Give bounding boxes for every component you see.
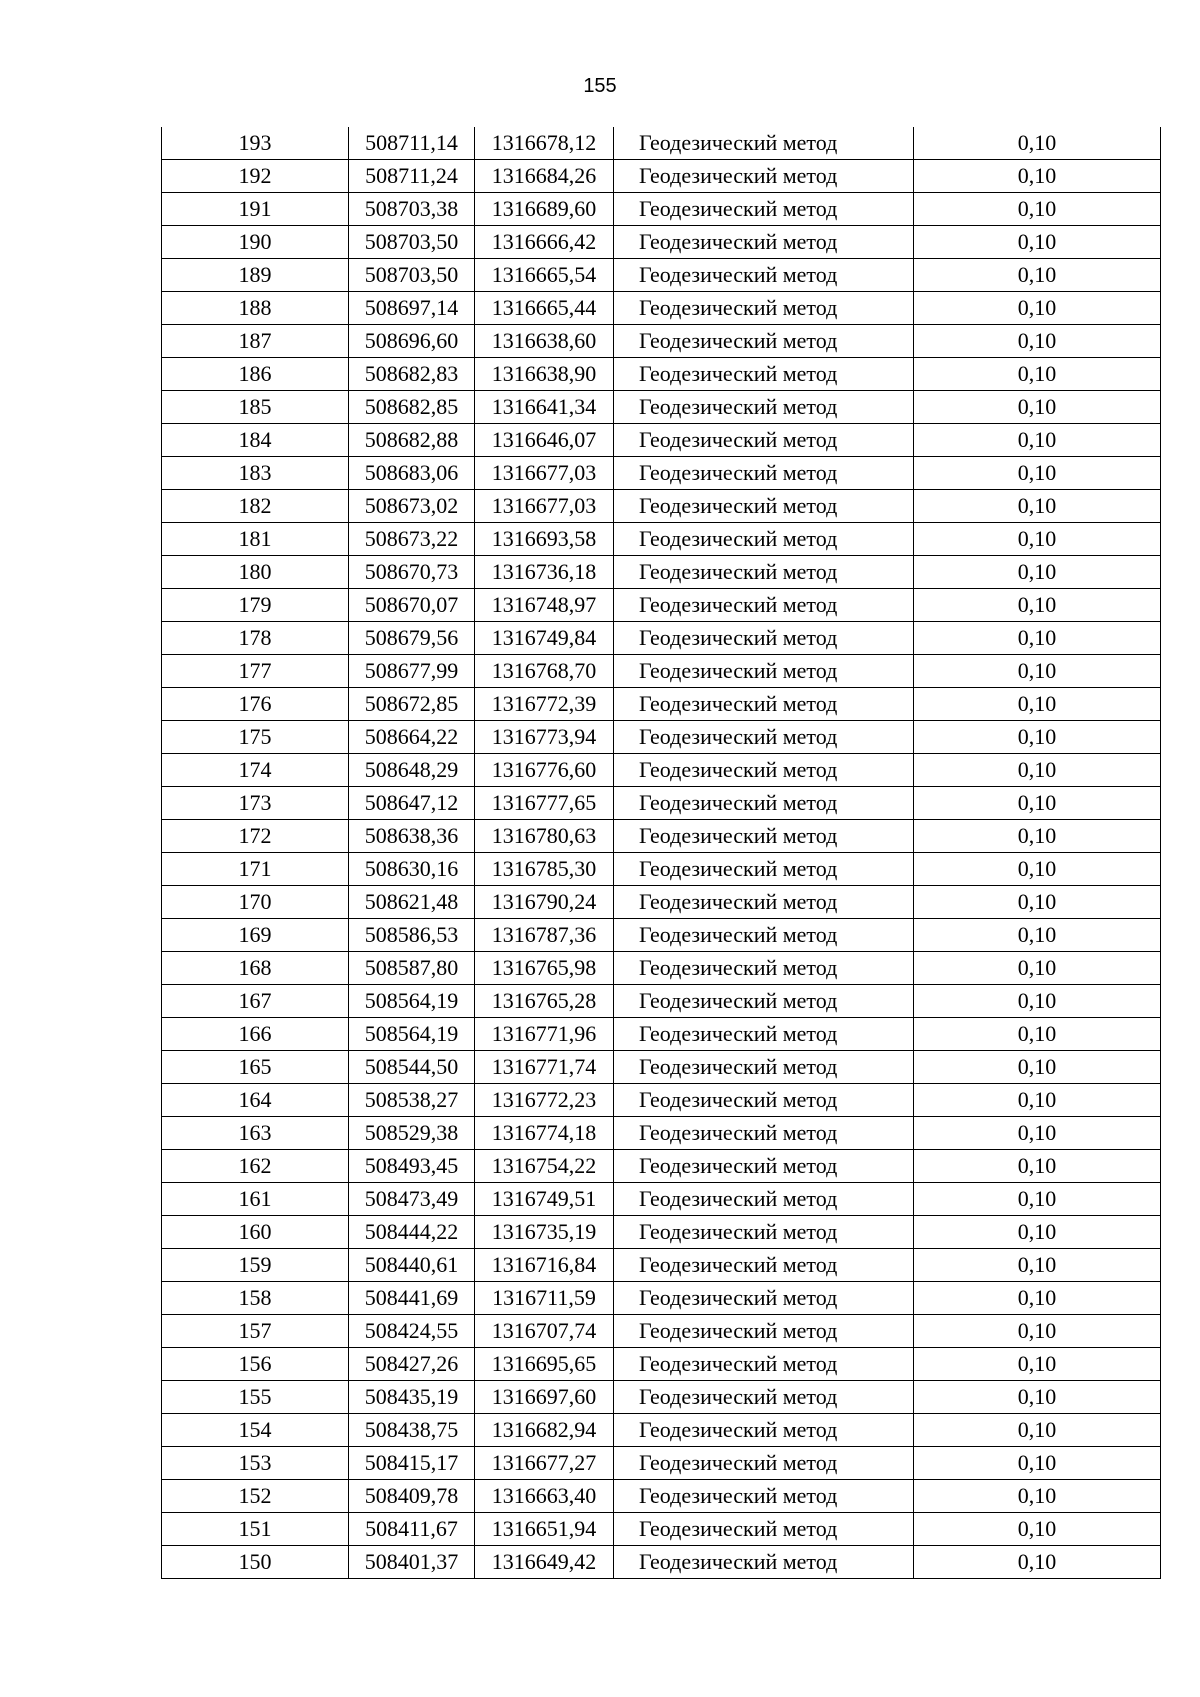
- accuracy-cell: 0,10: [914, 1414, 1161, 1447]
- y-coordinate-cell: 1316707,74: [475, 1315, 614, 1348]
- x-coordinate-cell: 508711,24: [349, 160, 475, 193]
- accuracy-cell: 0,10: [914, 886, 1161, 919]
- x-coordinate-cell: 508697,14: [349, 292, 475, 325]
- accuracy-cell: 0,10: [914, 820, 1161, 853]
- x-coordinate-cell: 508401,37: [349, 1546, 475, 1579]
- accuracy-cell: 0,10: [914, 1480, 1161, 1513]
- y-coordinate-cell: 1316646,07: [475, 424, 614, 457]
- table-row: [162, 424, 1161, 457]
- point-number-cell: 161: [162, 1183, 349, 1216]
- point-number-cell: 188: [162, 292, 349, 325]
- y-coordinate-cell: 1316765,28: [475, 985, 614, 1018]
- y-coordinate-cell: 1316790,24: [475, 886, 614, 919]
- method-cell: Геодезический метод: [614, 655, 914, 688]
- table-row: [162, 391, 1161, 424]
- table-row: [162, 193, 1161, 226]
- table-row: [162, 721, 1161, 754]
- method-cell: Геодезический метод: [614, 127, 914, 160]
- accuracy-cell: 0,10: [914, 391, 1161, 424]
- accuracy-cell: 0,10: [914, 985, 1161, 1018]
- accuracy-cell: 0,10: [914, 787, 1161, 820]
- method-cell: Геодезический метод: [614, 1513, 914, 1546]
- point-number-cell: 182: [162, 490, 349, 523]
- y-coordinate-cell: 1316736,18: [475, 556, 614, 589]
- table-row: [162, 490, 1161, 523]
- accuracy-cell: 0,10: [914, 754, 1161, 787]
- y-coordinate-cell: 1316641,34: [475, 391, 614, 424]
- table-row: [162, 160, 1161, 193]
- method-cell: Геодезический метод: [614, 556, 914, 589]
- method-cell: Геодезический метод: [614, 292, 914, 325]
- method-cell: Геодезический метод: [614, 952, 914, 985]
- table-row: [162, 1150, 1161, 1183]
- accuracy-cell: 0,10: [914, 292, 1161, 325]
- method-cell: Геодезический метод: [614, 1480, 914, 1513]
- table-row: [162, 1480, 1161, 1513]
- x-coordinate-cell: 508677,99: [349, 655, 475, 688]
- y-coordinate-cell: 1316663,40: [475, 1480, 614, 1513]
- y-coordinate-cell: 1316651,94: [475, 1513, 614, 1546]
- x-coordinate-cell: 508409,78: [349, 1480, 475, 1513]
- point-number-cell: 150: [162, 1546, 349, 1579]
- point-number-cell: 185: [162, 391, 349, 424]
- accuracy-cell: 0,10: [914, 523, 1161, 556]
- point-number-cell: 175: [162, 721, 349, 754]
- table-row: [162, 1018, 1161, 1051]
- method-cell: Геодезический метод: [614, 1381, 914, 1414]
- method-cell: Геодезический метод: [614, 688, 914, 721]
- point-number-cell: 154: [162, 1414, 349, 1447]
- x-coordinate-cell: 508648,29: [349, 754, 475, 787]
- table-row: [162, 226, 1161, 259]
- point-number-cell: 189: [162, 259, 349, 292]
- accuracy-cell: 0,10: [914, 193, 1161, 226]
- method-cell: Геодезический метод: [614, 226, 914, 259]
- table-row: [162, 985, 1161, 1018]
- x-coordinate-cell: 508647,12: [349, 787, 475, 820]
- method-cell: Геодезический метод: [614, 391, 914, 424]
- method-cell: Геодезический метод: [614, 1051, 914, 1084]
- x-coordinate-cell: 508411,67: [349, 1513, 475, 1546]
- table-row: [162, 622, 1161, 655]
- point-number-cell: 191: [162, 193, 349, 226]
- table-row: [162, 952, 1161, 985]
- point-number-cell: 180: [162, 556, 349, 589]
- table-row: [162, 787, 1161, 820]
- method-cell: Геодезический метод: [614, 985, 914, 1018]
- method-cell: Геодезический метод: [614, 1282, 914, 1315]
- x-coordinate-cell: 508682,83: [349, 358, 475, 391]
- method-cell: Геодезический метод: [614, 754, 914, 787]
- method-cell: Геодезический метод: [614, 919, 914, 952]
- accuracy-cell: 0,10: [914, 1084, 1161, 1117]
- accuracy-cell: 0,10: [914, 589, 1161, 622]
- y-coordinate-cell: 1316711,59: [475, 1282, 614, 1315]
- x-coordinate-cell: 508435,19: [349, 1381, 475, 1414]
- point-number-cell: 178: [162, 622, 349, 655]
- point-number-cell: 158: [162, 1282, 349, 1315]
- accuracy-cell: 0,10: [914, 1249, 1161, 1282]
- x-coordinate-cell: 508438,75: [349, 1414, 475, 1447]
- y-coordinate-cell: 1316748,97: [475, 589, 614, 622]
- x-coordinate-cell: 508673,22: [349, 523, 475, 556]
- method-cell: Геодезический метод: [614, 160, 914, 193]
- x-coordinate-cell: 508564,19: [349, 1018, 475, 1051]
- point-number-cell: 168: [162, 952, 349, 985]
- accuracy-cell: 0,10: [914, 457, 1161, 490]
- x-coordinate-cell: 508630,16: [349, 853, 475, 886]
- method-cell: Геодезический метод: [614, 490, 914, 523]
- y-coordinate-cell: 1316695,65: [475, 1348, 614, 1381]
- method-cell: Геодезический метод: [614, 1183, 914, 1216]
- method-cell: Геодезический метод: [614, 589, 914, 622]
- y-coordinate-cell: 1316771,96: [475, 1018, 614, 1051]
- table-row: [162, 1348, 1161, 1381]
- accuracy-cell: 0,10: [914, 424, 1161, 457]
- accuracy-cell: 0,10: [914, 1348, 1161, 1381]
- accuracy-cell: 0,10: [914, 127, 1161, 160]
- method-cell: Геодезический метод: [614, 523, 914, 556]
- y-coordinate-cell: 1316677,03: [475, 457, 614, 490]
- accuracy-cell: 0,10: [914, 853, 1161, 886]
- y-coordinate-cell: 1316774,18: [475, 1117, 614, 1150]
- table-row: [162, 457, 1161, 490]
- x-coordinate-cell: 508711,14: [349, 127, 475, 160]
- x-coordinate-cell: 508621,48: [349, 886, 475, 919]
- point-number-cell: 181: [162, 523, 349, 556]
- x-coordinate-cell: 508441,69: [349, 1282, 475, 1315]
- x-coordinate-cell: 508703,38: [349, 193, 475, 226]
- x-coordinate-cell: 508493,45: [349, 1150, 475, 1183]
- y-coordinate-cell: 1316693,58: [475, 523, 614, 556]
- x-coordinate-cell: 508424,55: [349, 1315, 475, 1348]
- table-row: [162, 589, 1161, 622]
- point-number-cell: 173: [162, 787, 349, 820]
- y-coordinate-cell: 1316677,03: [475, 490, 614, 523]
- table-row: [162, 1414, 1161, 1447]
- y-coordinate-cell: 1316768,70: [475, 655, 614, 688]
- table-row: [162, 688, 1161, 721]
- point-number-cell: 190: [162, 226, 349, 259]
- y-coordinate-cell: 1316772,39: [475, 688, 614, 721]
- y-coordinate-cell: 1316678,12: [475, 127, 614, 160]
- y-coordinate-cell: 1316682,94: [475, 1414, 614, 1447]
- method-cell: Геодезический метод: [614, 622, 914, 655]
- table-row: [162, 1183, 1161, 1216]
- table-row: [162, 754, 1161, 787]
- accuracy-cell: 0,10: [914, 160, 1161, 193]
- accuracy-cell: 0,10: [914, 1315, 1161, 1348]
- point-number-cell: 162: [162, 1150, 349, 1183]
- x-coordinate-cell: 508703,50: [349, 226, 475, 259]
- x-coordinate-cell: 508683,06: [349, 457, 475, 490]
- point-number-cell: 166: [162, 1018, 349, 1051]
- method-cell: Геодезический метод: [614, 1315, 914, 1348]
- x-coordinate-cell: 508564,19: [349, 985, 475, 1018]
- y-coordinate-cell: 1316716,84: [475, 1249, 614, 1282]
- table-row: [162, 259, 1161, 292]
- method-cell: Геодезический метод: [614, 259, 914, 292]
- y-coordinate-cell: 1316780,63: [475, 820, 614, 853]
- table-row: [162, 556, 1161, 589]
- table-row: [162, 1381, 1161, 1414]
- point-number-cell: 193: [162, 127, 349, 160]
- point-number-cell: 184: [162, 424, 349, 457]
- accuracy-cell: 0,10: [914, 1546, 1161, 1579]
- point-number-cell: 155: [162, 1381, 349, 1414]
- x-coordinate-cell: 508673,02: [349, 490, 475, 523]
- point-number-cell: 156: [162, 1348, 349, 1381]
- method-cell: Геодезический метод: [614, 1084, 914, 1117]
- x-coordinate-cell: 508682,88: [349, 424, 475, 457]
- method-cell: Геодезический метод: [614, 787, 914, 820]
- point-number-cell: 192: [162, 160, 349, 193]
- accuracy-cell: 0,10: [914, 721, 1161, 754]
- method-cell: Геодезический метод: [614, 358, 914, 391]
- method-cell: Геодезический метод: [614, 721, 914, 754]
- x-coordinate-cell: 508415,17: [349, 1447, 475, 1480]
- table-row: [162, 886, 1161, 919]
- method-cell: Геодезический метод: [614, 325, 914, 358]
- y-coordinate-cell: 1316666,42: [475, 226, 614, 259]
- accuracy-cell: 0,10: [914, 1183, 1161, 1216]
- y-coordinate-cell: 1316749,84: [475, 622, 614, 655]
- accuracy-cell: 0,10: [914, 259, 1161, 292]
- accuracy-cell: 0,10: [914, 1051, 1161, 1084]
- table-row: [162, 820, 1161, 853]
- table-row: [162, 1447, 1161, 1480]
- x-coordinate-cell: 508529,38: [349, 1117, 475, 1150]
- point-number-cell: 187: [162, 325, 349, 358]
- y-coordinate-cell: 1316665,54: [475, 259, 614, 292]
- method-cell: Геодезический метод: [614, 193, 914, 226]
- point-number-cell: 167: [162, 985, 349, 1018]
- accuracy-cell: 0,10: [914, 1150, 1161, 1183]
- accuracy-cell: 0,10: [914, 325, 1161, 358]
- x-coordinate-cell: 508586,53: [349, 919, 475, 952]
- method-cell: Геодезический метод: [614, 1447, 914, 1480]
- y-coordinate-cell: 1316749,51: [475, 1183, 614, 1216]
- table-row: [162, 325, 1161, 358]
- y-coordinate-cell: 1316684,26: [475, 160, 614, 193]
- coordinates-table: [161, 127, 1161, 1579]
- method-cell: Геодезический метод: [614, 1216, 914, 1249]
- x-coordinate-cell: 508670,73: [349, 556, 475, 589]
- y-coordinate-cell: 1316754,22: [475, 1150, 614, 1183]
- table-row: [162, 358, 1161, 391]
- y-coordinate-cell: 1316638,90: [475, 358, 614, 391]
- table-row: [162, 523, 1161, 556]
- point-number-cell: 186: [162, 358, 349, 391]
- table-row: [162, 853, 1161, 886]
- y-coordinate-cell: 1316735,19: [475, 1216, 614, 1249]
- x-coordinate-cell: 508696,60: [349, 325, 475, 358]
- x-coordinate-cell: 508682,85: [349, 391, 475, 424]
- table-row: [162, 919, 1161, 952]
- y-coordinate-cell: 1316665,44: [475, 292, 614, 325]
- point-number-cell: 174: [162, 754, 349, 787]
- x-coordinate-cell: 508473,49: [349, 1183, 475, 1216]
- method-cell: Геодезический метод: [614, 1348, 914, 1381]
- point-number-cell: 169: [162, 919, 349, 952]
- x-coordinate-cell: 508538,27: [349, 1084, 475, 1117]
- point-number-cell: 183: [162, 457, 349, 490]
- page-number: 155: [583, 75, 617, 97]
- x-coordinate-cell: 508587,80: [349, 952, 475, 985]
- table-row: [162, 127, 1161, 160]
- accuracy-cell: 0,10: [914, 1381, 1161, 1414]
- y-coordinate-cell: 1316787,36: [475, 919, 614, 952]
- accuracy-cell: 0,10: [914, 919, 1161, 952]
- method-cell: Геодезический метод: [614, 1018, 914, 1051]
- y-coordinate-cell: 1316689,60: [475, 193, 614, 226]
- method-cell: Геодезический метод: [614, 820, 914, 853]
- accuracy-cell: 0,10: [914, 1447, 1161, 1480]
- accuracy-cell: 0,10: [914, 952, 1161, 985]
- point-number-cell: 165: [162, 1051, 349, 1084]
- accuracy-cell: 0,10: [914, 490, 1161, 523]
- x-coordinate-cell: 508670,07: [349, 589, 475, 622]
- accuracy-cell: 0,10: [914, 1216, 1161, 1249]
- table-row: [162, 292, 1161, 325]
- method-cell: Геодезический метод: [614, 1150, 914, 1183]
- method-cell: Геодезический метод: [614, 457, 914, 490]
- accuracy-cell: 0,10: [914, 1117, 1161, 1150]
- point-number-cell: 159: [162, 1249, 349, 1282]
- accuracy-cell: 0,10: [914, 358, 1161, 391]
- table-row: [162, 1084, 1161, 1117]
- x-coordinate-cell: 508664,22: [349, 721, 475, 754]
- method-cell: Геодезический метод: [614, 424, 914, 457]
- y-coordinate-cell: 1316776,60: [475, 754, 614, 787]
- x-coordinate-cell: 508703,50: [349, 259, 475, 292]
- accuracy-cell: 0,10: [914, 556, 1161, 589]
- table-row: [162, 1051, 1161, 1084]
- y-coordinate-cell: 1316697,60: [475, 1381, 614, 1414]
- x-coordinate-cell: 508427,26: [349, 1348, 475, 1381]
- accuracy-cell: 0,10: [914, 1282, 1161, 1315]
- point-number-cell: 151: [162, 1513, 349, 1546]
- point-number-cell: 170: [162, 886, 349, 919]
- x-coordinate-cell: 508444,22: [349, 1216, 475, 1249]
- accuracy-cell: 0,10: [914, 622, 1161, 655]
- y-coordinate-cell: 1316765,98: [475, 952, 614, 985]
- y-coordinate-cell: 1316773,94: [475, 721, 614, 754]
- method-cell: Геодезический метод: [614, 1117, 914, 1150]
- table-row: [162, 1249, 1161, 1282]
- point-number-cell: 152: [162, 1480, 349, 1513]
- table-row: [162, 1216, 1161, 1249]
- table-row: [162, 1282, 1161, 1315]
- point-number-cell: 153: [162, 1447, 349, 1480]
- x-coordinate-cell: 508440,61: [349, 1249, 475, 1282]
- table-row: [162, 1315, 1161, 1348]
- accuracy-cell: 0,10: [914, 226, 1161, 259]
- point-number-cell: 179: [162, 589, 349, 622]
- table-row: [162, 1546, 1161, 1579]
- method-cell: Геодезический метод: [614, 886, 914, 919]
- x-coordinate-cell: 508672,85: [349, 688, 475, 721]
- accuracy-cell: 0,10: [914, 688, 1161, 721]
- y-coordinate-cell: 1316772,23: [475, 1084, 614, 1117]
- y-coordinate-cell: 1316638,60: [475, 325, 614, 358]
- point-number-cell: 160: [162, 1216, 349, 1249]
- point-number-cell: 172: [162, 820, 349, 853]
- accuracy-cell: 0,10: [914, 655, 1161, 688]
- accuracy-cell: 0,10: [914, 1018, 1161, 1051]
- x-coordinate-cell: 508638,36: [349, 820, 475, 853]
- y-coordinate-cell: 1316777,65: [475, 787, 614, 820]
- y-coordinate-cell: 1316677,27: [475, 1447, 614, 1480]
- table-row: [162, 1117, 1161, 1150]
- point-number-cell: 177: [162, 655, 349, 688]
- method-cell: Геодезический метод: [614, 853, 914, 886]
- method-cell: Геодезический метод: [614, 1249, 914, 1282]
- point-number-cell: 176: [162, 688, 349, 721]
- method-cell: Геодезический метод: [614, 1546, 914, 1579]
- point-number-cell: 157: [162, 1315, 349, 1348]
- y-coordinate-cell: 1316771,74: [475, 1051, 614, 1084]
- coordinates-table-body: [162, 127, 1161, 1579]
- table-row: [162, 655, 1161, 688]
- x-coordinate-cell: 508544,50: [349, 1051, 475, 1084]
- x-coordinate-cell: 508679,56: [349, 622, 475, 655]
- method-cell: Геодезический метод: [614, 1414, 914, 1447]
- accuracy-cell: 0,10: [914, 1513, 1161, 1546]
- point-number-cell: 163: [162, 1117, 349, 1150]
- point-number-cell: 164: [162, 1084, 349, 1117]
- point-number-cell: 171: [162, 853, 349, 886]
- table-row: [162, 1513, 1161, 1546]
- y-coordinate-cell: 1316785,30: [475, 853, 614, 886]
- y-coordinate-cell: 1316649,42: [475, 1546, 614, 1579]
